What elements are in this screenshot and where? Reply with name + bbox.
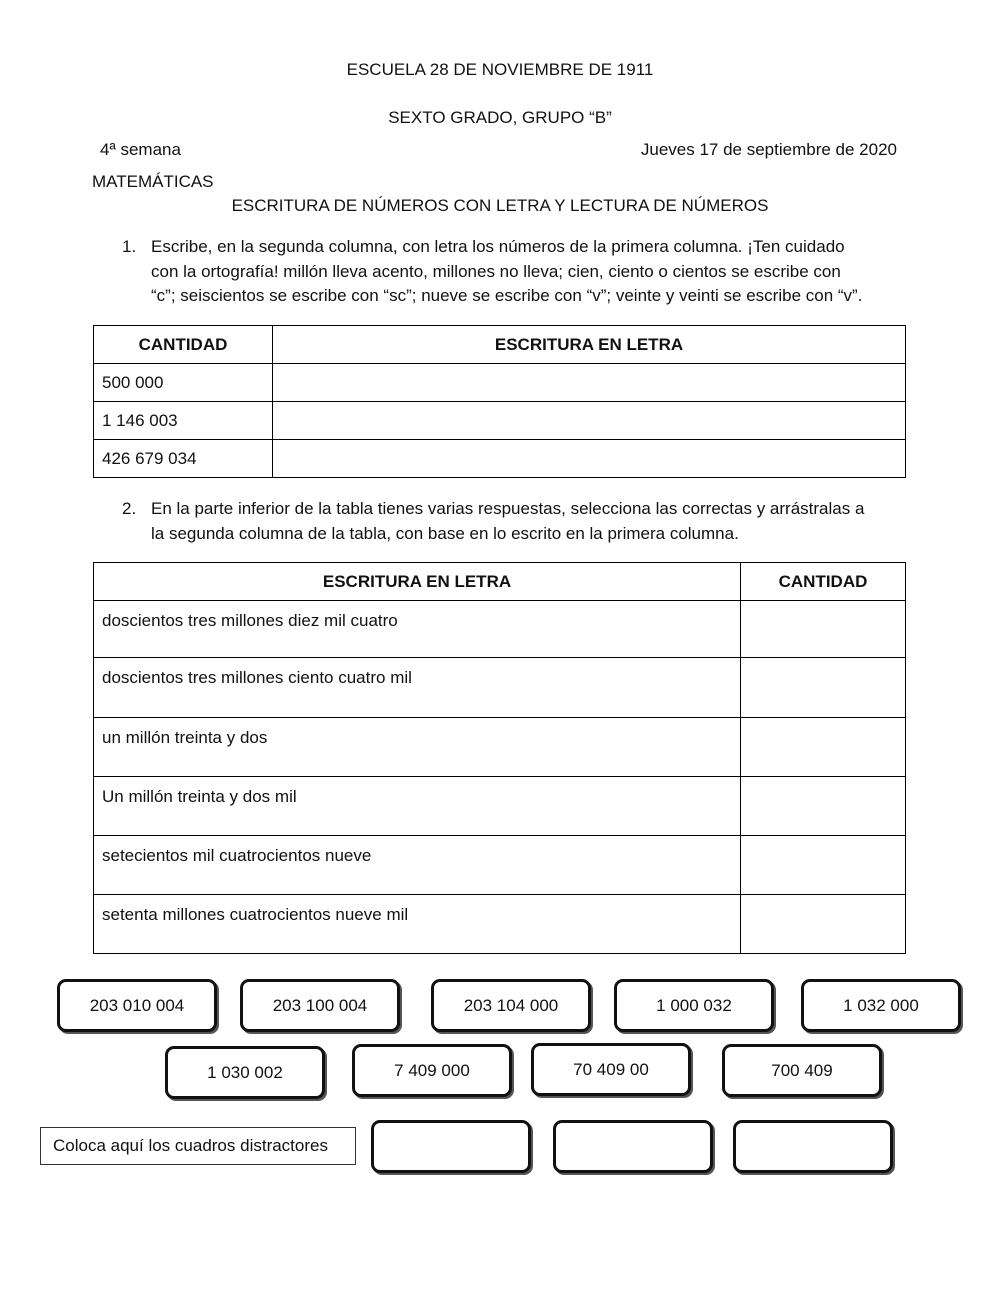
drop-target-cell[interactable]: [741, 601, 906, 658]
words-cell: doscientos tres millones diez mil cuatro: [94, 601, 741, 658]
drop-target-cell[interactable]: [741, 895, 906, 954]
answer-input-cell[interactable]: [273, 402, 906, 440]
distractor-drop-zone[interactable]: [733, 1120, 893, 1173]
answer-input-cell[interactable]: [273, 364, 906, 402]
instruction-1-line: “c”; seiscientos se escribe con “sc”; nueve se escribe con “v”; veinte y veinti se escribe con “v”.: [151, 286, 863, 305]
words-cell: setenta millones cuatrocientos nueve mil: [94, 895, 741, 954]
table-row: [94, 440, 906, 478]
drop-target-cell[interactable]: [741, 658, 906, 718]
words-cell: un millón treinta y dos: [94, 718, 741, 777]
answer-input-cell[interactable]: [273, 440, 906, 478]
table-row: [94, 777, 906, 836]
instruction-2-line: la segunda columna de la tabla, con base en lo escrito en la primera columna.: [151, 523, 739, 543]
instruction-1-line: con la ortografía! millón lleva acento, millones no lleva; cien, ciento o cientos se escribe con: [151, 261, 841, 281]
quantity-cell: 426 679 034: [94, 440, 273, 478]
distractor-label: Coloca aquí los cuadros distractores: [40, 1127, 356, 1165]
answer-tile[interactable]: 203 104 000: [431, 979, 591, 1032]
reading-table: [93, 562, 906, 954]
answer-tile[interactable]: 700 409: [722, 1044, 882, 1097]
answer-tile[interactable]: 70 409 00: [531, 1043, 691, 1096]
drop-target-cell[interactable]: [741, 836, 906, 895]
writing-table: [93, 325, 906, 478]
instruction-1-number: 1.: [122, 237, 137, 256]
header-cantidad: CANTIDAD: [741, 563, 906, 601]
week-label: 4ª semana: [100, 140, 181, 159]
header-escritura: ESCRITURA EN LETRA: [273, 326, 906, 364]
quantity-cell: 1 146 003: [94, 402, 273, 440]
quantity-cell: 500 000: [94, 364, 273, 402]
table-row: [94, 402, 906, 440]
table-row: [94, 364, 906, 402]
drop-target-cell[interactable]: [741, 718, 906, 777]
header-escritura: ESCRITURA EN LETRA: [94, 563, 741, 601]
header-cantidad: CANTIDAD: [94, 326, 273, 364]
instruction-2-line: En la parte inferior de la tabla tienes varias respuestas, selecciona las correctas y arrástralas a: [151, 499, 865, 518]
grade-group: SEXTO GRADO, GRUPO “B”: [388, 108, 612, 127]
table-row: [94, 718, 906, 777]
subject-label: MATEMÁTICAS: [92, 172, 214, 191]
answer-tile[interactable]: 203 010 004: [57, 979, 217, 1032]
words-cell: Un millón treinta y dos mil: [94, 777, 741, 836]
instruction-1: [122, 235, 912, 309]
table-row: [94, 658, 906, 718]
words-cell: setecientos mil cuatrocientos nueve: [94, 836, 741, 895]
school-name: ESCUELA 28 DE NOVIEMBRE DE 1911: [346, 60, 654, 79]
answer-tile[interactable]: 203 100 004: [240, 979, 400, 1032]
instruction-1-line: Escribe, en la segunda columna, con letra los números de la primera columna. ¡Ten cuidado: [151, 237, 845, 256]
answer-tile[interactable]: 1 000 032: [614, 979, 774, 1032]
answer-tile[interactable]: 1 032 000: [801, 979, 961, 1032]
answer-tile[interactable]: 7 409 000: [352, 1044, 512, 1097]
table-row: [94, 895, 906, 954]
instruction-2: [122, 497, 912, 546]
table-row: [94, 836, 906, 895]
drop-target-cell[interactable]: [741, 777, 906, 836]
answer-tile[interactable]: 1 030 002: [165, 1046, 325, 1099]
distractor-drop-zone[interactable]: [553, 1120, 713, 1173]
date-label: Jueves 17 de septiembre de 2020: [640, 140, 897, 159]
instruction-2-number: 2.: [122, 499, 137, 518]
distractor-drop-zone[interactable]: [371, 1120, 531, 1173]
topic-title: ESCRITURA DE NÚMEROS CON LETRA Y LECTURA DE NÚMEROS: [231, 196, 769, 215]
table-row: [94, 601, 906, 658]
words-cell: doscientos tres millones ciento cuatro mil: [94, 658, 741, 718]
